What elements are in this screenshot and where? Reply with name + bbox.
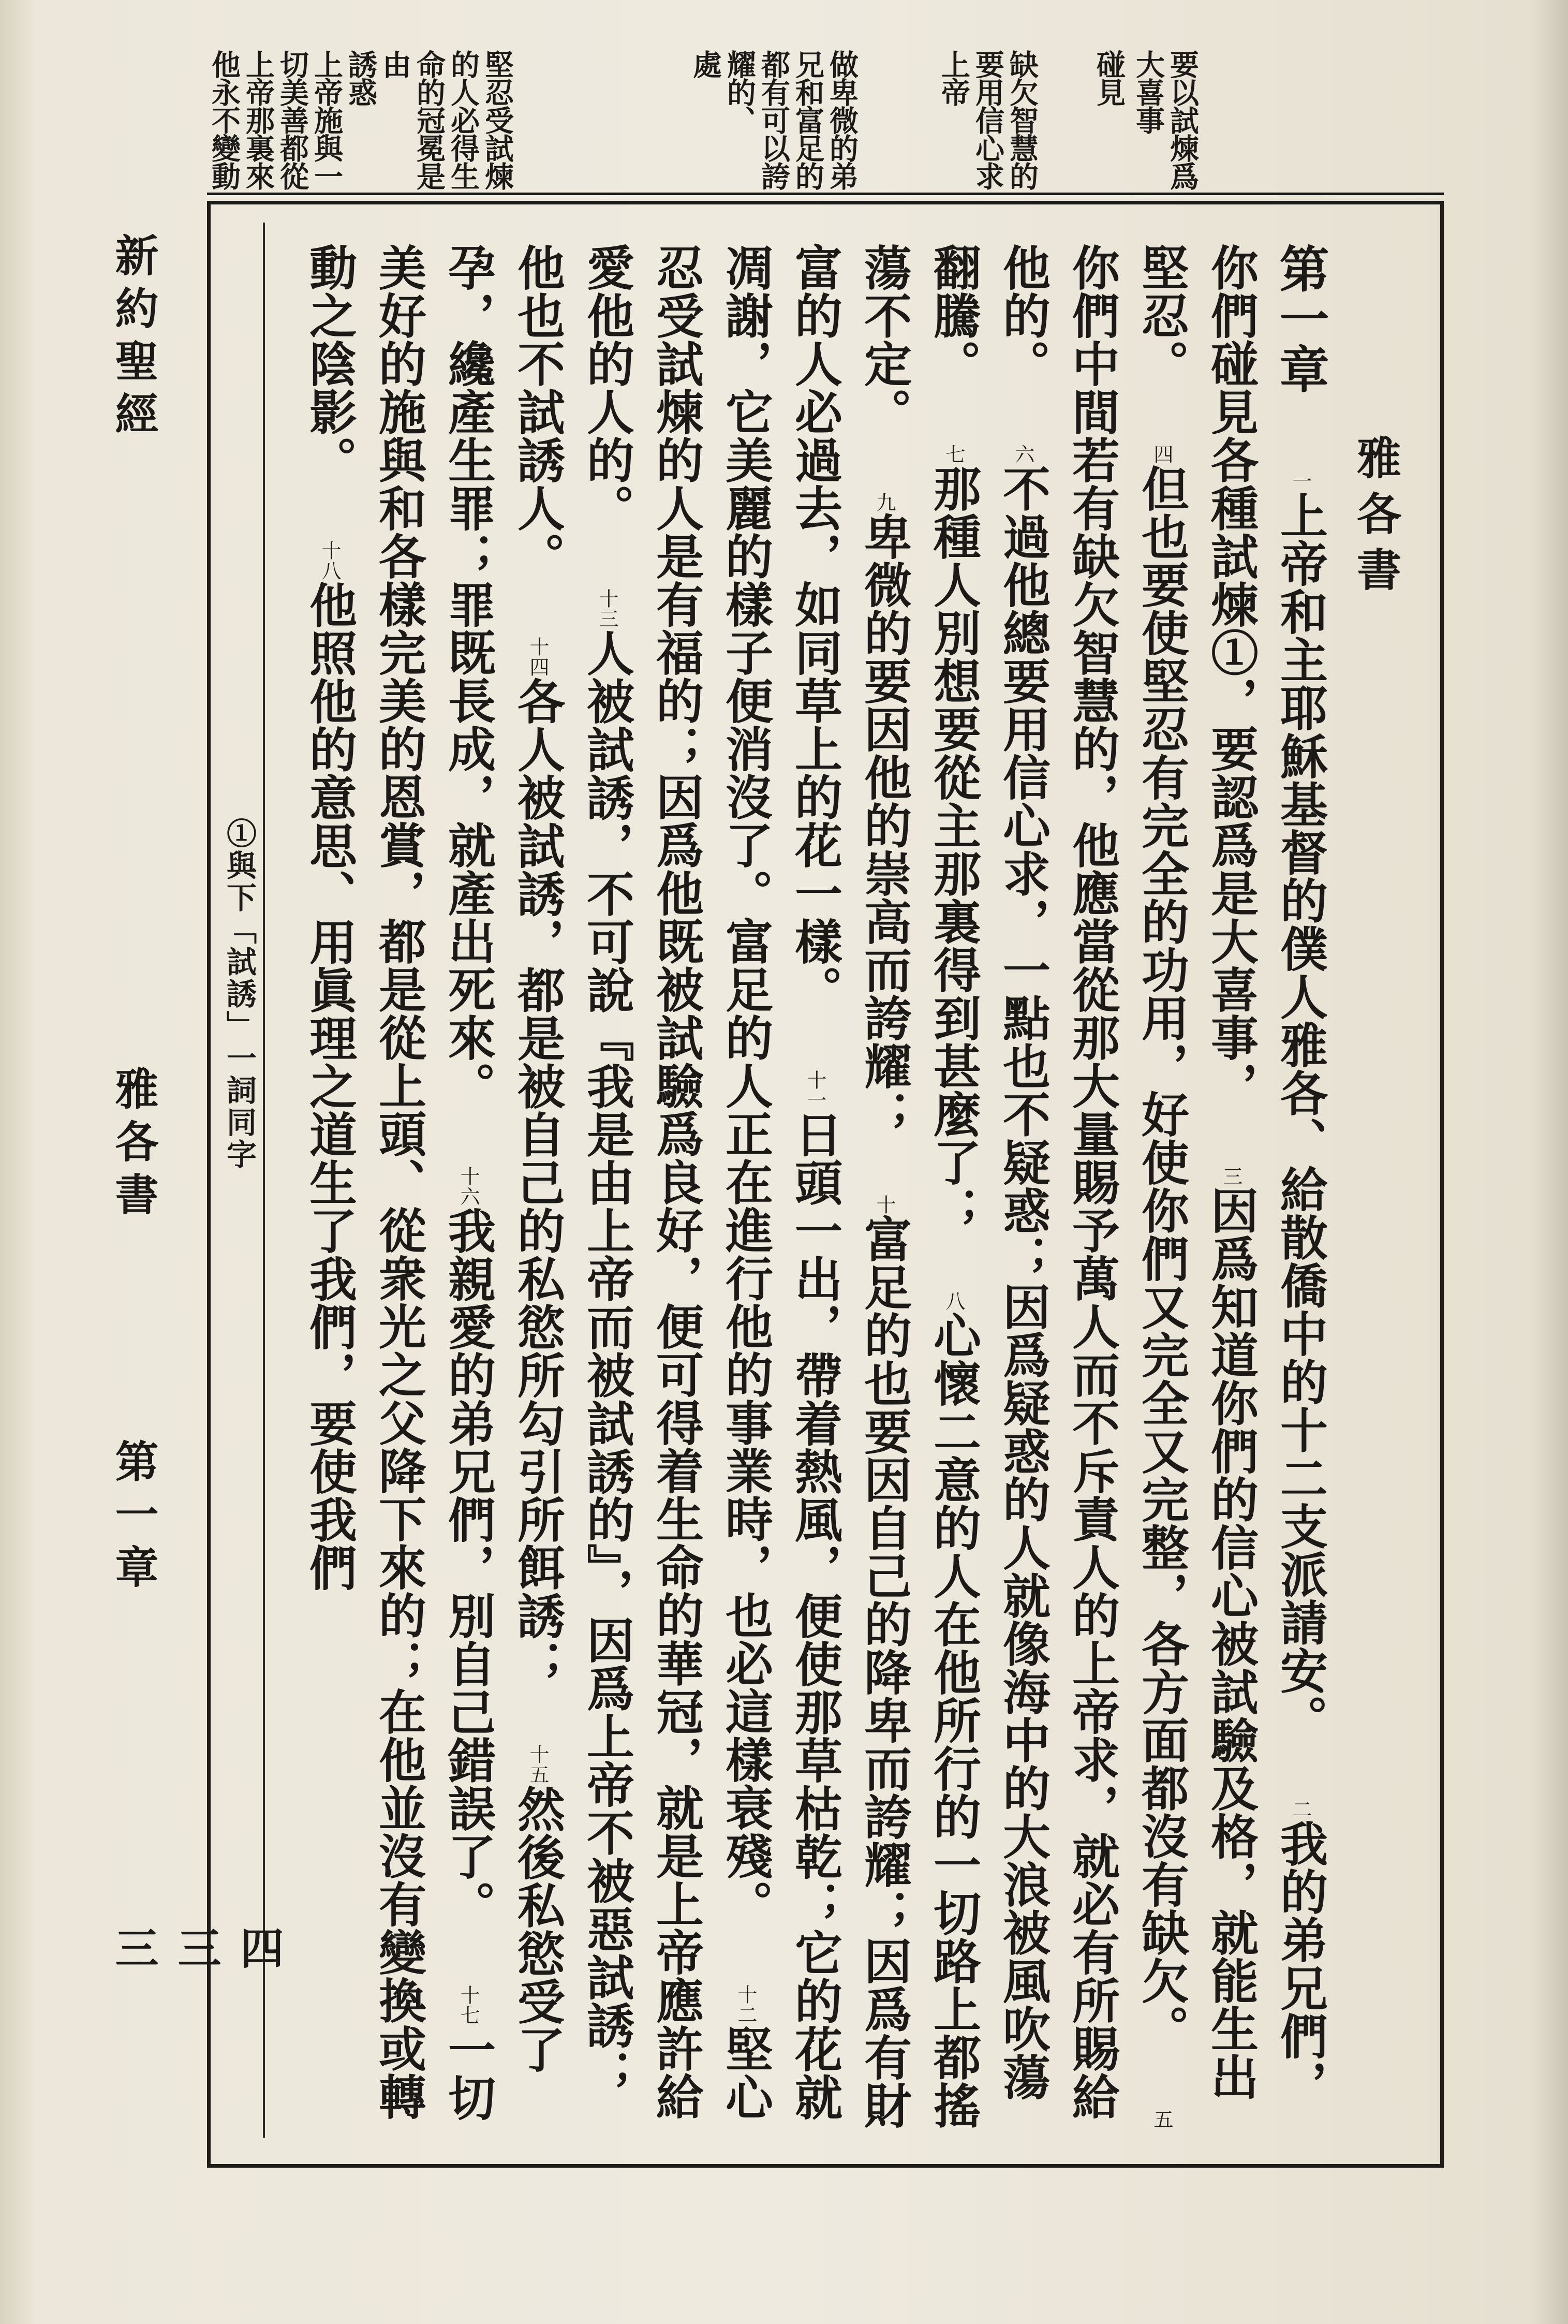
- verse-text: 人被試誘，不可說『我是由上帝而被試誘的』，因爲上帝不被惡試誘；他也不試誘人。: [510, 243, 635, 2097]
- verse-text: 一切美好的施與和各樣完美的恩賞，都是從上頭、從衆光之父降下來的；在他並沒有變換或轉動之陰影。: [302, 243, 496, 2122]
- verse-number: 十三: [596, 589, 618, 629]
- book-title: 雅各書: [1349, 435, 1401, 602]
- verse-number: 十四: [526, 637, 549, 677]
- verse-text: 然後私慾受了孕，纔產生罪；罪既長成，就產出死來。: [440, 243, 566, 2073]
- summary-line-3: 缺欠智慧的要用信心求上帝: [937, 50, 1039, 189]
- summary-line-8: 上帝施與一切美善都從上帝那裏來: [241, 50, 344, 189]
- chapter-text: [295, 243, 1335, 2143]
- footnote: ①與下「試誘」一詞同字: [221, 818, 257, 1171]
- verse-18: [302, 540, 358, 1592]
- verse-text: 那種人別想要從主那裏得到甚麼了；: [926, 464, 982, 1234]
- footnote-divider: [263, 223, 265, 2138]
- verse-number: 十六: [457, 1166, 480, 1207]
- summary-group-2: [937, 50, 1039, 189]
- verse-text: 上帝和主耶穌基督的僕人雅各、給散僑中的十二支派請安。: [1273, 491, 1328, 1743]
- verse-9: [856, 492, 912, 1138]
- running-head-book: 新約聖經: [108, 233, 159, 444]
- verse-text: 日頭一出，帶着熱風，便使那草枯乾；它的花就凋謝，它美麗的樣子便消沒了。富足的人正在進行他的事業時，也必這樣衰殘。: [718, 243, 843, 2121]
- verse-number: 五: [1150, 2109, 1173, 2129]
- verse-text: 各人被試誘，都是被自己的私慾所勾引所餌誘；: [510, 677, 566, 1688]
- verse-text: 心懷二意的人在他所行的一切路上都搖蕩不定。: [856, 243, 982, 2129]
- verse-number: 十一: [804, 1070, 826, 1110]
- summary-line-5: 處: [688, 50, 722, 78]
- verse-text: 堅心忍受試煉的人是有福的；因爲他既被試驗爲良好，便可得着生命的華冠，就是上帝應許給愛他的人的。: [579, 243, 774, 2121]
- summary-line-1: 要以試煉爲大喜事: [1131, 50, 1200, 189]
- verse-number: 三: [1220, 1166, 1242, 1186]
- verse-text: 但也要使堅忍有完全的功用，好使你們又完全又完整，各方面都沒有缺欠。: [1134, 464, 1190, 2053]
- verse-14: [510, 637, 566, 1688]
- running-head-chapter: 第一章: [108, 1439, 159, 1597]
- verse-number: 二: [1289, 1799, 1312, 1819]
- verse-number: 十五: [526, 1744, 549, 1785]
- verse-4: [1134, 444, 1190, 2053]
- chapter-heading: 第一章: [1271, 243, 1330, 394]
- verse-number: 十八: [318, 540, 341, 581]
- verse-number: 十七: [457, 1985, 480, 2025]
- summary-line-2: 碰見: [1092, 50, 1126, 106]
- verse-number: 十二: [734, 1984, 757, 2025]
- summary-line-4: 做卑微的弟兄和富足的都有可以誇耀的、: [722, 50, 859, 189]
- verse-1: [1273, 471, 1328, 1743]
- summary-group-3: [688, 50, 859, 189]
- page-number: 四三三: [108, 1925, 285, 1978]
- summary-group-4: [207, 50, 514, 189]
- verse-text: 卑微的要因他的崇高而誇耀；: [856, 512, 912, 1138]
- summary-line-7: 誘惑: [344, 50, 378, 106]
- verse-text: 因爲知道你們的信心被試驗及格，就能生出堅忍。: [1134, 243, 1259, 2101]
- verse-16: [440, 1166, 496, 1929]
- verse-text: 富足的也要因自己的降卑而誇耀；因爲有財富的人必過去，如同草上的花一樣。: [787, 243, 912, 2129]
- verse-number: 一: [1289, 471, 1312, 491]
- verse-number: 四: [1150, 444, 1173, 464]
- running-head-short-title: 雅各書: [108, 1066, 159, 1225]
- verse-text: 他照他的意思、用眞理之道生了我們，要使我們: [302, 581, 358, 1592]
- summary-group-1: [1092, 50, 1200, 189]
- verse-7: [926, 444, 982, 1234]
- verse-text: 你們中間若有缺欠智慧的，他應當從那大量賜予萬人而不斥責人的上帝求，就必有所賜給他的。: [995, 243, 1120, 2121]
- verse-text: 我親愛的弟兄們，別自己錯誤了。: [440, 1207, 496, 1929]
- summary-line-6: 堅忍受試煉的人必得生命的冠冕是由: [378, 50, 514, 189]
- header-divider: [207, 193, 1444, 195]
- verse-number: 九: [873, 492, 896, 512]
- verse-number: 八: [942, 1291, 965, 1311]
- summary-line-9: 他永不變動: [207, 50, 241, 189]
- chapter-summary: [207, 50, 1221, 189]
- verse-text: 我的弟兄們，你們碰見各種試煉①，要認爲是大喜事，: [1203, 243, 1328, 2108]
- verse-number: 十: [873, 1195, 896, 1215]
- verse-text: 不過他總要用信心求，一點也不疑惑；因爲疑惑的人就像海中的大浪被風吹蕩翻騰。: [926, 243, 1051, 2101]
- verse-number: 六: [1012, 444, 1034, 464]
- verse-number: 七: [942, 444, 965, 464]
- scripture-body: [279, 243, 1335, 2143]
